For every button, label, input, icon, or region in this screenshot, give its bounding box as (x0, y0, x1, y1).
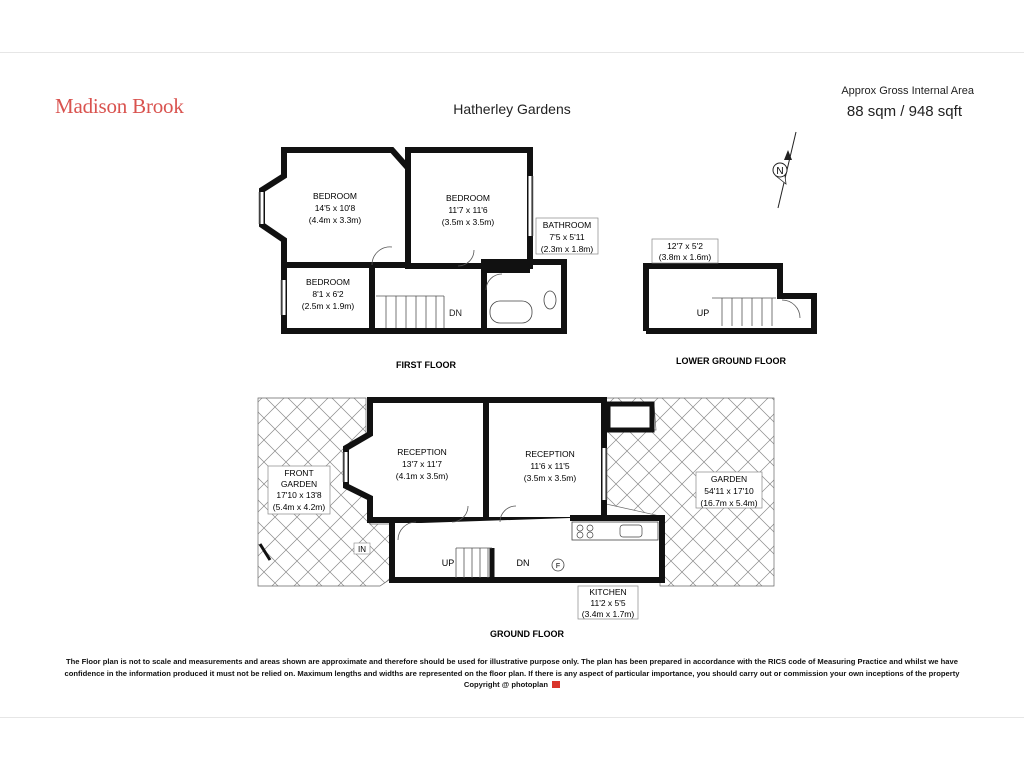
brand-logo: Madison Brook (55, 94, 184, 118)
room-size-imperial: 11'6 x 11'5 (530, 461, 570, 471)
room-size-metric: (3.8m x 1.6m) (658, 252, 712, 262)
compass-label: N (776, 166, 784, 177)
ground-stairs-down-label: DN (516, 558, 530, 568)
property-title: Hatherley Gardens (453, 101, 571, 117)
first-floor-stairs-label: DN (449, 308, 462, 318)
room-size-imperial: 54'11 x 17'10 (704, 486, 754, 496)
room-size-imperial: 14'5 x 10'8 (314, 203, 356, 213)
room-size-metric: (3.5m x 3.5m) (441, 217, 495, 227)
disclaimer-line-2: confidence in the information produced it must not be relied on. Maximum lengths and widths are represented on the floor plan. If there is any aspect of particular importance, you should carry out or commission your own inceptions of the property (64, 669, 960, 678)
room-name: BEDROOM (313, 191, 357, 201)
room-size-imperial: 13'7 x 11'7 (402, 459, 442, 469)
copyright (0, 680, 1024, 689)
room-size-imperial: 11'7 x 11'6 (448, 205, 488, 215)
photoplan-logo-icon (552, 681, 560, 688)
entrance-label: IN (358, 545, 366, 554)
lower-ground-stairs-label: UP (696, 308, 710, 318)
room-size-metric: (3.5m x 3.5m) (523, 473, 577, 483)
floor-label: FIRST FLOOR (396, 360, 456, 370)
area-label: Approx Gross Internal Area (841, 85, 974, 97)
floor-label: GROUND FLOOR (490, 629, 564, 639)
room-size-imperial: 17'10 x 13'8 (276, 490, 322, 500)
room-size-imperial: 7'5 x 5'11 (549, 232, 585, 242)
room-size-metric: (5.4m x 4.2m) (272, 502, 326, 512)
lower-ground-floor-plan (646, 239, 814, 331)
room-size-metric: (16.7m x 5.4m) (700, 498, 758, 508)
room-name: FRONT (284, 468, 314, 478)
copyright-text: Copyright @ photoplan (463, 680, 549, 689)
room-name: RECEPTION (525, 449, 575, 459)
room-name-2: GARDEN (280, 479, 318, 489)
room-size-metric: (4.4m x 3.3m) (308, 215, 362, 225)
room-name: GARDEN (710, 474, 748, 484)
room-size-metric: (2.3m x 1.8m) (540, 244, 594, 254)
disclaimer (40, 656, 984, 680)
room-name: KITCHEN (589, 587, 627, 597)
room-name: BEDROOM (306, 277, 350, 287)
room-size-imperial: 8'1 x 6'2 (312, 289, 344, 299)
room-size-metric: (4.1m x 3.5m) (395, 471, 449, 481)
disclaimer-line-1: The Floor plan is not to scale and measurements and areas shown are approximate and therefore should be used for illustrative purpose only. The plan has been prepared in accordance with the RICS code of Measuring Practice and whilst we have (66, 657, 958, 666)
ground-stairs-up-label: UP (441, 558, 455, 568)
room-size-imperial: 12'7 x 5'2 (667, 241, 703, 251)
room-name: RECEPTION (397, 447, 447, 457)
fridge-label: F (555, 563, 561, 570)
ground-floor-plan (258, 398, 774, 619)
floor-label: LOWER GROUND FLOOR (676, 356, 786, 366)
room-size-metric: (3.4m x 1.7m) (581, 609, 635, 619)
area-value: 88 sqm / 948 sqft (846, 103, 962, 120)
room-name: BEDROOM (446, 193, 490, 203)
room-size-metric: (2.5m x 1.9m) (301, 301, 355, 311)
compass-icon (773, 132, 796, 208)
room-name: BATHROOM (542, 220, 592, 230)
room-size-imperial: 11'2 x 5'5 (590, 598, 626, 608)
first-floor-plan (259, 150, 598, 331)
